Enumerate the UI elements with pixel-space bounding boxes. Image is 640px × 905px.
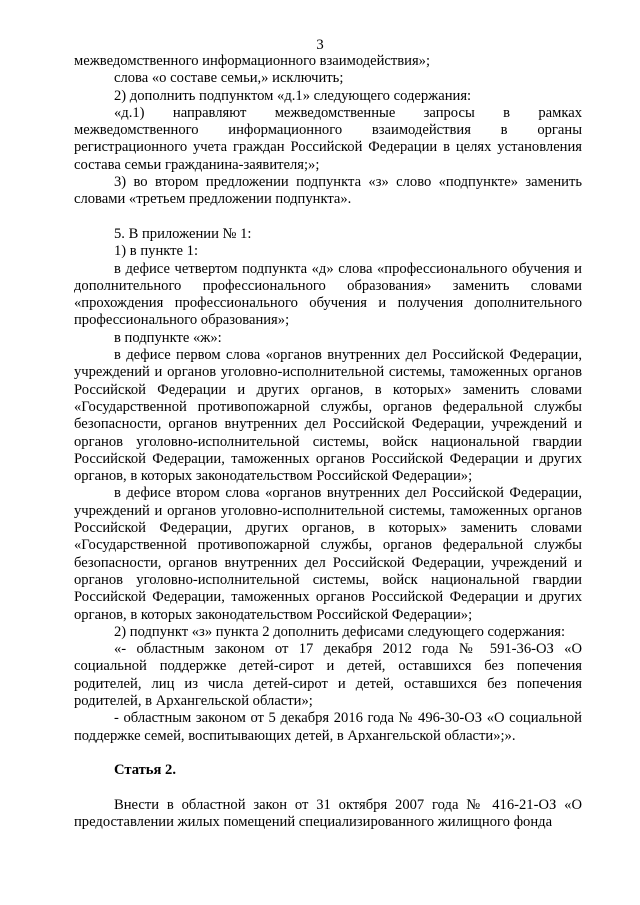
paragraph: - областным законом от 5 декабря 2016 года № 496-30-ОЗ «О социальной поддержке семей, воспитывающих детей, в Архангельской области»;». xyxy=(74,710,582,744)
paragraph: 3) во втором предложении подпункта «з» слово «подпункте» заменить словами «третьем предложении подпункта». xyxy=(74,174,582,208)
paragraph: 2) подпункт «з» пункта 2 дополнить дефисами следующего содержания: xyxy=(114,623,566,640)
paragraph: в дефисе втором слова «органов внутренних дел Российской Федерации, учреждений и органов уголовно-исполнительной системы, таможенных органов Российской Федерации, других органов, в которых» заменить словами «Государственной противопожарной службы, органов федеральной службы безопасности, органов внутренних дел Российской Федерации, учреждений и органов уголовно-исполнительной системы, войск национальной гвардии Российской Федерации, таможенных органов Российской Федерации и других органов, в которых законодательством Российской Федерации»; xyxy=(74,485,582,623)
paragraph: слова «о составе семьи,» исключить; xyxy=(114,70,344,87)
paragraph-spacer xyxy=(74,779,582,796)
page-number: 3 xyxy=(316,37,324,53)
paragraph: 1) в пункте 1: xyxy=(114,243,199,260)
paragraph: межведомственного информационного взаимодействия»; xyxy=(74,53,431,69)
paragraph: в подпункте «ж»: xyxy=(114,329,222,346)
paragraph-spacer xyxy=(74,209,582,226)
paragraph: «- областным законом от 17 декабря 2012 года № 591-36-ОЗ «О социальной поддержке детей-сирот и детей, оставшихся без попечения родителей, лиц из числа детей-сирот и детей, оставшихся без попечения родителей, в Архангельской области»; xyxy=(74,641,582,709)
document-body xyxy=(74,53,582,831)
paragraph: 5. В приложении № 1: xyxy=(114,225,252,242)
paragraph-spacer xyxy=(74,745,582,762)
paragraph: Внести в областной закон от 31 октября 2007 года № 416-21-ОЗ «О предоставлении жилых помещений специализированного жилищного фонда xyxy=(74,796,582,831)
paragraph: в дефисе четвертом подпункта «д» слова «профессионального обучения и дополнительного профессионального образования» заменить словами «прохождения профессионального обучения и получения дополнительного профессионального образования»; xyxy=(74,260,582,329)
paragraph: в дефисе первом слова «органов внутренних дел Российской Федерации, учреждений и органов уголовно-исполнительной системы, таможенных органов Российской Федерации и других органов, в которых» заменить словами «Государственной противопожарной службы, органов федеральной службы безопасности, органов внутренних дел Российской Федерации, учреждений и органов уголовно-исполнительной системы, войск национальной гвардии Российской Федерации, таможенных органов Российской Федерации и других органов, в которых законодательством Российской Федерации»; xyxy=(74,347,582,485)
paragraph: 2) дополнить подпунктом «д.1» следующего содержания: xyxy=(114,87,472,104)
article-heading: Статья 2. xyxy=(114,762,176,779)
paragraph: «д.1) направляют межведомственные запросы в рамках межведомственного информационного взаимодействия в органы регистрационного учета граждан Российской Федерации в целях установления состава семьи гражданина-заявителя;»; xyxy=(74,104,582,173)
